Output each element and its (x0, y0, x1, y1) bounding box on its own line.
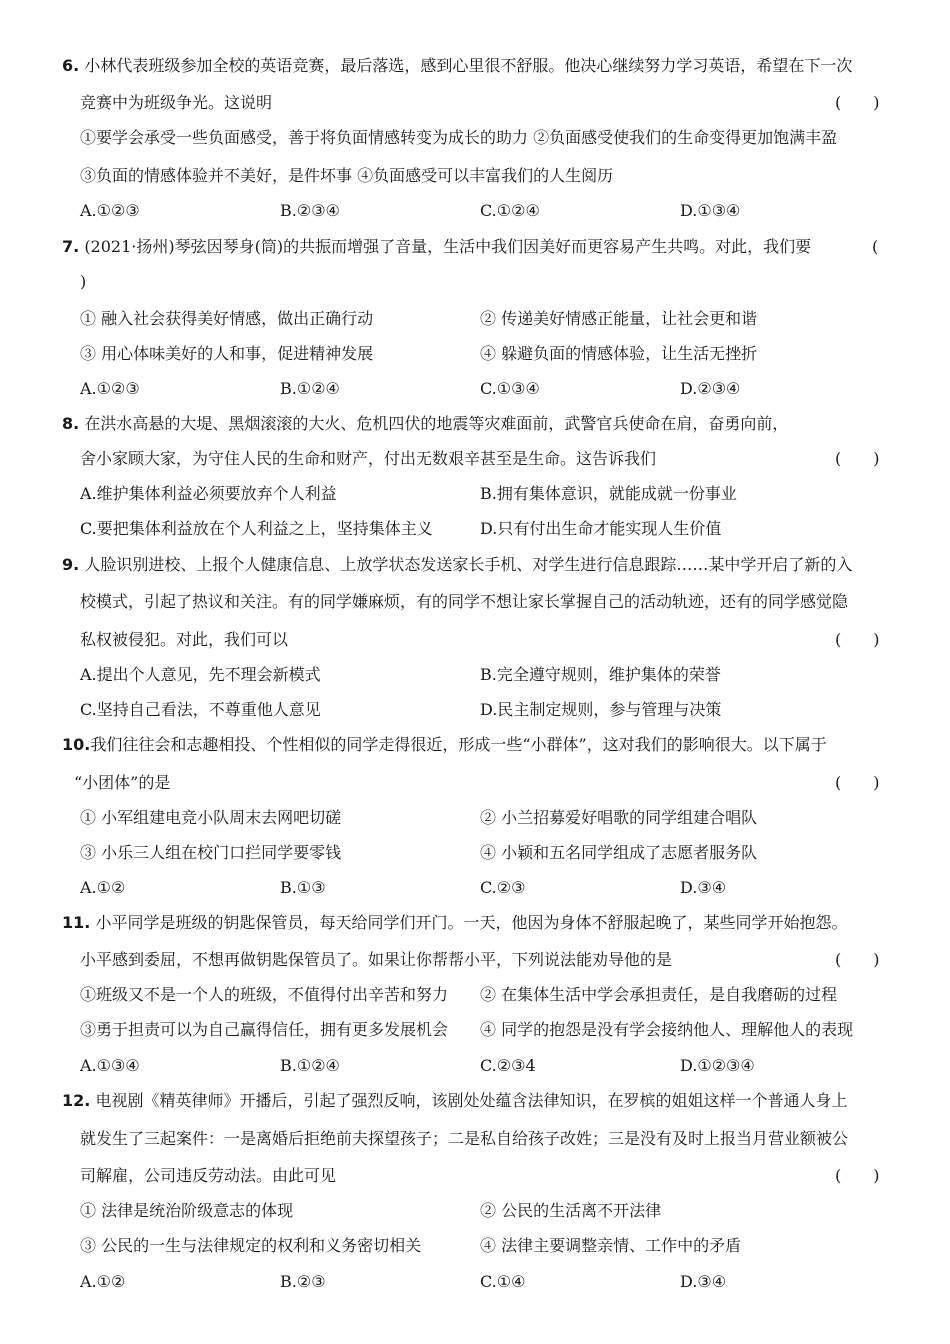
statement: ③ 小乐三人组在校门口拦同学要零钱 (80, 843, 342, 862)
statement: ② 公民的生活离不开法律 (480, 1201, 662, 1220)
question-7-line-1: 7. (2021·扬州)琴弦因琴身(筒)的共振而增强了音量，生活中我们因美好而更容易产生共鸣。对此，我们要 (62, 237, 812, 256)
statement: ④ 躲避负面的情感体验，让生活无挫折 (480, 344, 758, 363)
option-b: B.②③ (280, 1272, 326, 1291)
question-11-line-1: 11. 小平同学是班级的钥匙保管员，每天给同学们开门。一天，他因为身体不舒服起晚了，某些同学开始抱怨。 (62, 913, 848, 932)
question-12-line-3: 司解雇，公司违反劳动法。由此可见 (80, 1166, 337, 1185)
statement: ③ 公民的一生与法律规定的权利和义务密切相关 (80, 1236, 422, 1255)
option-a: A.①③④ (80, 1056, 140, 1075)
statement: ③ 用心体味美好的人和事，促进精神发展 (80, 344, 374, 363)
statement: ① 小军组建电竞小队周末去网吧切磋 (80, 808, 342, 827)
option-c: C.②③ (480, 878, 526, 897)
option-b: B.①②④ (280, 1056, 340, 1075)
option-c: C.①②④ (480, 201, 540, 220)
option-d: D.③④ (680, 878, 727, 897)
answer-paren: ( ) (835, 93, 880, 112)
answer-paren: ( ) (835, 773, 880, 792)
statement: ② 传递美好情感正能量，让社会更和谐 (480, 309, 758, 328)
question-8-line-1: 8. 在洪水高悬的大堤、黑烟滚滚的大火、危机四伏的地震等灾难面前，武警官兵使命在肩，奋勇向前， (62, 414, 789, 433)
option-a: A.维护集体利益必须要放弃个人利益 (80, 484, 337, 503)
option-d: D.③④ (680, 1272, 727, 1291)
answer-paren: ( (872, 237, 879, 256)
option-c: C.②③4 (480, 1056, 536, 1075)
question-10-line-2: “小团体”的是 (74, 773, 171, 792)
question-10-line-1: 10.我们往往会和志趣相投、个性相似的同学走得很近，形成一些“小群体”，这对我们的影响很大。以下属于 (62, 735, 827, 754)
option-d: D.①②③④ (680, 1056, 755, 1075)
option-a: A.提出个人意见，先不理会新模式 (80, 665, 321, 684)
statement: ④ 法律主要调整亲情、工作中的矛盾 (480, 1236, 742, 1255)
option-b: B.②③④ (280, 201, 340, 220)
answer-paren: ( ) (835, 630, 880, 649)
option-b: B.拥有集体意识，就能成就一份事业 (480, 484, 737, 503)
question-11-line-2: 小平感到委屈，不想再做钥匙保管员了。如果让你帮帮小平，下列说法能劝导他的是 (80, 950, 673, 969)
statement: ① 法律是统治阶级意志的体现 (80, 1201, 294, 1220)
statement: ③负面的情感体验并不美好，是件坏事 ④负面感受可以丰富我们的人生阅历 (80, 166, 614, 185)
answer-paren: ( ) (835, 1166, 880, 1185)
option-a: A.①② (80, 1272, 126, 1291)
question-6-line-2: 竞赛中为班级争光。这说明 (80, 93, 273, 112)
option-a: A.①②③ (80, 379, 140, 398)
statement: ①要学会承受一些负面感受，善于将负面情感转变为成长的助力 ②负面感受使我们的生命变得更加饱满丰盈 (80, 128, 838, 147)
option-d: D.①③④ (680, 201, 741, 220)
option-d: D.只有付出生命才能实现人生价值 (480, 519, 722, 538)
option-d: D.民主制定规则，参与管理与决策 (480, 700, 722, 719)
question-7-line-2: ) (80, 272, 87, 291)
statement: ③勇于担责可以为自己赢得信任，拥有更多发展机会 (80, 1020, 449, 1039)
statement: ①班级又不是一个人的班级，不值得付出辛苦和努力 (80, 985, 449, 1004)
question-8-line-2: 舍小家顾大家，为守住人民的生命和财产，付出无数艰辛甚至是生命。这告诉我们 (80, 449, 657, 468)
question-9-line-3: 私权被侵犯。对此，我们可以 (80, 630, 289, 649)
statement: ① 融入社会获得美好情感，做出正确行动 (80, 309, 374, 328)
question-9-line-2: 校模式，引起了热议和关注。有的同学嫌麻烦，有的同学不想让家长掌握自己的活动轨迹，还有的同学感觉隐 (80, 592, 849, 611)
option-d: D.②③④ (680, 379, 741, 398)
answer-paren: ( ) (835, 950, 880, 969)
answer-paren: ( ) (835, 449, 880, 468)
option-a: A.①② (80, 878, 126, 897)
option-b: B.完全遵守规则，维护集体的荣誉 (480, 665, 721, 684)
statement: ② 在集体生活中学会承担责任，是自我磨砺的过程 (480, 985, 838, 1004)
option-b: B.①③ (280, 878, 326, 897)
option-c: C.①③④ (480, 379, 540, 398)
statement: ④ 同学的抱怨是没有学会接纳他人、理解他人的表现 (480, 1020, 854, 1039)
option-a: A.①②③ (80, 201, 140, 220)
option-b: B.①②④ (280, 379, 340, 398)
question-9-line-1: 9. 人脸识别进校、上报个人健康信息、上放学状态发送家长手机、对学生进行信息跟踪……某中学开启了新的入 (62, 555, 853, 574)
question-12-line-2: 就发生了三起案件：一是离婚后拒绝前夫探望孩子；二是私自给孩子改姓；三是没有及时上报当月营业额被公 (80, 1129, 849, 1148)
option-c: C.要把集体利益放在个人利益之上，坚持集体主义 (80, 519, 433, 538)
option-c: C.坚持自己看法，不尊重他人意见 (80, 700, 321, 719)
question-12-line-1: 12. 电视剧《精英律师》开播后，引起了强烈反响，该剧处处蕴含法律知识，在罗槟的姐姐这样一个普通人身上 (62, 1091, 848, 1110)
question-6-line-1: 6. 小林代表班级参加全校的英语竞赛，最后落选，感到心里很不舒服。他决心继续努力学习英语，希望在下一次 (62, 56, 853, 75)
statement: ④ 小颖和五名同学组成了志愿者服务队 (480, 843, 758, 862)
option-c: C.①④ (480, 1272, 526, 1291)
statement: ② 小兰招募爱好唱歌的同学组建合唱队 (480, 808, 758, 827)
